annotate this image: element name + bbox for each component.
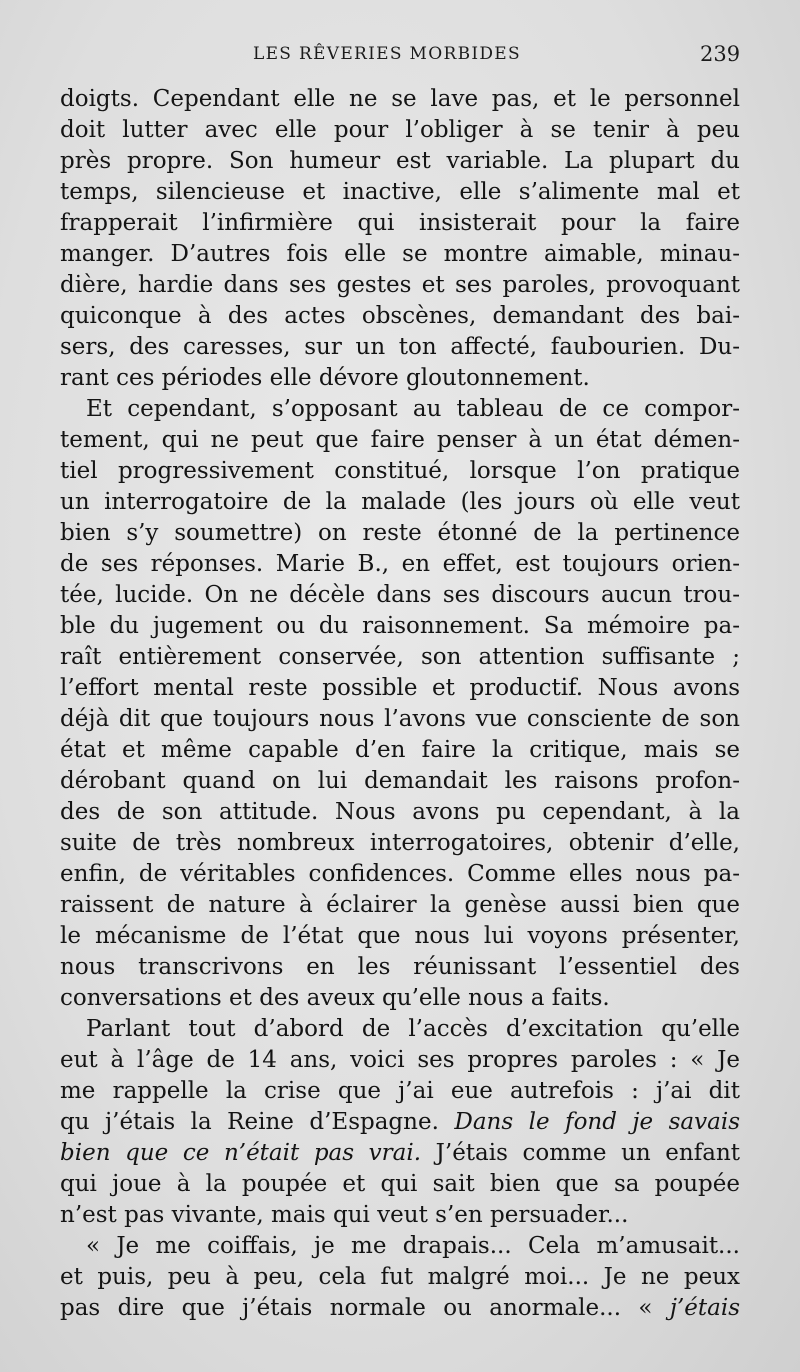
text-line: dière, hardie dans ses gestes et ses paroles, provoquant xyxy=(60,272,740,298)
text-line: suite de très nombreux interrogatoires, obtenir d’elle, xyxy=(60,830,740,856)
running-header xyxy=(0,40,800,74)
text-line: de ses réponses. Marie B., en effet, est toujours orien- xyxy=(60,551,740,577)
text-line: enfin, de véritables confidences. Comme elles nous pa- xyxy=(60,861,740,887)
paragraph-start-line: Parlant tout d’abord de l’accès d’excitation qu’elle xyxy=(86,1016,740,1042)
italic-segment: bien que ce n’était pas vrai. xyxy=(60,1140,422,1166)
italic-segment: Dans le fond je savais xyxy=(454,1109,740,1135)
text-line: doit lutter avec elle pour l’obliger à se tenir à peu xyxy=(60,117,740,143)
running-title: LES RÊVERIES MORBIDES xyxy=(253,44,521,64)
text-line: l’effort mental reste possible et productif. Nous avons xyxy=(60,675,740,701)
text-line: et puis, peu à peu, cela fut malgré moi... Je ne peux xyxy=(60,1264,740,1290)
text-line: près propre. Son humeur est variable. La plupart du xyxy=(60,148,740,174)
text-segment: J’étais comme un enfant xyxy=(435,1140,740,1166)
text-line: sers, des caresses, sur un ton affecté, faubourien. Du- xyxy=(60,334,740,360)
text-line xyxy=(60,1293,740,1324)
text-line: état et même capable d’en faire la critique, mais se xyxy=(60,737,740,763)
page-number: 239 xyxy=(700,42,741,66)
text-line: me rappelle la crise que j’ai eue autrefois : j’ai dit xyxy=(60,1078,740,1104)
text-segment: pas dire que j’étais normale ou anormale... « xyxy=(60,1295,653,1321)
text-line xyxy=(60,1107,740,1138)
text-line: eut à l’âge de 14 ans, voici ses propres paroles : « Je xyxy=(60,1047,740,1073)
text-line: tée, lucide. On ne décèle dans ses discours aucun trou- xyxy=(60,582,740,608)
text-line: temps, silencieuse et inactive, elle s’alimente mal et xyxy=(60,179,740,205)
text-line: le mécanisme de l’état que nous lui voyons présenter, xyxy=(60,923,740,949)
text-line: frapperait l’infirmière qui insisterait pour la faire xyxy=(60,210,740,236)
text-line: manger. D’autres fois elle se montre aimable, minau- xyxy=(60,241,740,267)
text-line xyxy=(60,1138,740,1169)
text-line: bien s’y soumettre) on reste étonné de la pertinence xyxy=(60,520,740,546)
paragraph-start-line: « Je me coiffais, je me drapais... Cela m’amusait... xyxy=(86,1233,740,1259)
text-segment: qu j’étais la Reine d’Espagne. xyxy=(60,1109,439,1135)
text-line: ble du jugement ou du raisonnement. Sa mémoire pa- xyxy=(60,613,740,639)
italic-segment: j’étais xyxy=(669,1295,740,1321)
body-text xyxy=(60,84,740,1324)
text-line: qui joue à la poupée et qui sait bien que sa poupée xyxy=(60,1171,740,1197)
text-line: doigts. Cependant elle ne se lave pas, et le personnel xyxy=(60,86,740,112)
paragraph-start-line: Et cependant, s’opposant au tableau de ce compor- xyxy=(86,396,740,422)
text-line: raît entièrement conservée, son attention suffisante ; xyxy=(60,644,740,670)
text-line: tiel progressivement constitué, lorsque l’on pratique xyxy=(60,458,740,484)
text-line: des de son attitude. Nous avons pu cependant, à la xyxy=(60,799,740,825)
text-line: raissent de nature à éclairer la genèse aussi bien que xyxy=(60,892,740,918)
text-line: rant ces périodes elle dévore gloutonnement. xyxy=(60,365,590,391)
text-line: dérobant quand on lui demandait les raisons profon- xyxy=(60,768,740,794)
text-line: quiconque à des actes obscènes, demandant des bai- xyxy=(60,303,740,329)
text-line: n’est pas vivante, mais qui veut s’en persuader... xyxy=(60,1202,629,1228)
text-line: nous transcrivons en les réunissant l’essentiel des xyxy=(60,954,740,980)
text-line: conversations et des aveux qu’elle nous a faits. xyxy=(60,985,610,1011)
text-line: déjà dit que toujours nous l’avons vue consciente de son xyxy=(60,706,740,732)
text-line: un interrogatoire de la malade (les jours où elle veut xyxy=(60,489,740,515)
text-line: tement, qui ne peut que faire penser à un état démen- xyxy=(60,427,740,453)
